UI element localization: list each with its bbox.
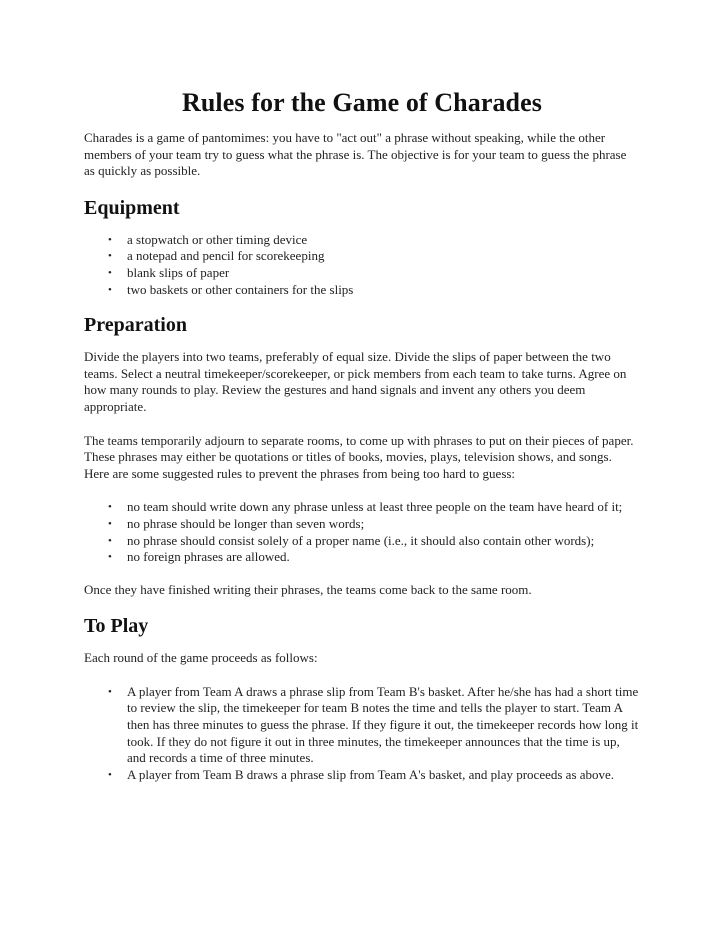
list-item [108,683,640,767]
document-title: Rules for the Game of Charades [182,88,542,117]
to-play-intro: Each round of the game proceeds as follows: [84,650,318,666]
bullet-icon: • [108,685,112,698]
list-item [108,766,640,784]
bullet-icon: • [108,283,112,296]
list-item [108,231,640,249]
list-item-text: blank slips of paper [127,264,230,280]
list-item-text: no phrase should consist solely of a proper name (i.e., it should also contain other words); [127,532,595,548]
bullet-icon: • [108,266,112,279]
preparation-paragraph-1: Divide the players into two teams, preferably of equal size. Divide the slips of paper between the two teams. Select a neutral timekeeper/scorekeeper, or pick members from each team to take turns. Agree on how many rounds to play. Review the gestures and hand signals and invent any others you deem appropriate. [84,349,627,414]
round-steps-list [84,684,640,784]
list-item-text: a stopwatch or other timing device [127,231,308,247]
list-item-text: a notepad and pencil for scorekeeping [127,248,325,264]
phrase-rules-list [84,499,640,565]
list-item [108,499,640,516]
list-item-text: no phrase should be longer than seven words; [127,515,365,531]
list-item [108,248,640,265]
bullet-icon: • [108,250,112,263]
intro-paragraph: Charades is a game of pantomimes: you have to "act out" a phrase without speaking, while the other members of your team try to guess what the phrase is. The objective is for your team to guess the phrase as quickly as possible. [84,130,627,179]
preparation-paragraph-3: Once they have finished writing their phrases, the teams come back to the same room. [84,581,532,597]
list-item-text: no team should write down any phrase unless at least three people on the team have heard of it; [127,499,623,515]
equipment-list [84,232,640,298]
bullet-icon: • [108,233,112,246]
bullet-icon: • [108,517,112,530]
preparation-paragraph-2: The teams temporarily adjourn to separate rooms, to come up with phrases to put on their pieces of paper. These phrases may either be quotations or titles of books, movies, plays, television shows, and songs. Here are some suggested rules to prevent the phrases from being too hard to guess: [84,432,634,481]
bullet-icon: • [108,534,112,547]
list-item [108,264,640,282]
list-item [108,281,640,299]
equipment-heading: Equipment [84,196,180,219]
bullet-icon: • [108,551,112,564]
list-item-text: no foreign phrases are allowed. [127,549,290,565]
list-item [108,532,640,550]
list-item [108,549,640,566]
list-item [108,515,640,533]
list-item-text: A player from Team A draws a phrase slip from Team B's basket. After he/she has had a short time to review the slip, the timekeeper for team B notes the time and tells the player to start. Team A then has three minutes to guess the phrase. If they figure it out, the timekeeper records how long it took. If they do not figure it out in three minutes, the timekeeper announces that the time is up, and records a time of three minutes. [127,683,639,766]
list-item-text: two baskets or other containers for the slips [127,281,354,297]
to-play-heading: To Play [84,615,149,638]
bullet-icon: • [108,501,112,514]
bullet-icon: • [108,768,112,781]
preparation-heading: Preparation [84,314,187,337]
list-item-text: A player from Team B draws a phrase slip from Team A's basket, and play proceeds as above. [127,766,615,782]
document-page [84,88,640,799]
